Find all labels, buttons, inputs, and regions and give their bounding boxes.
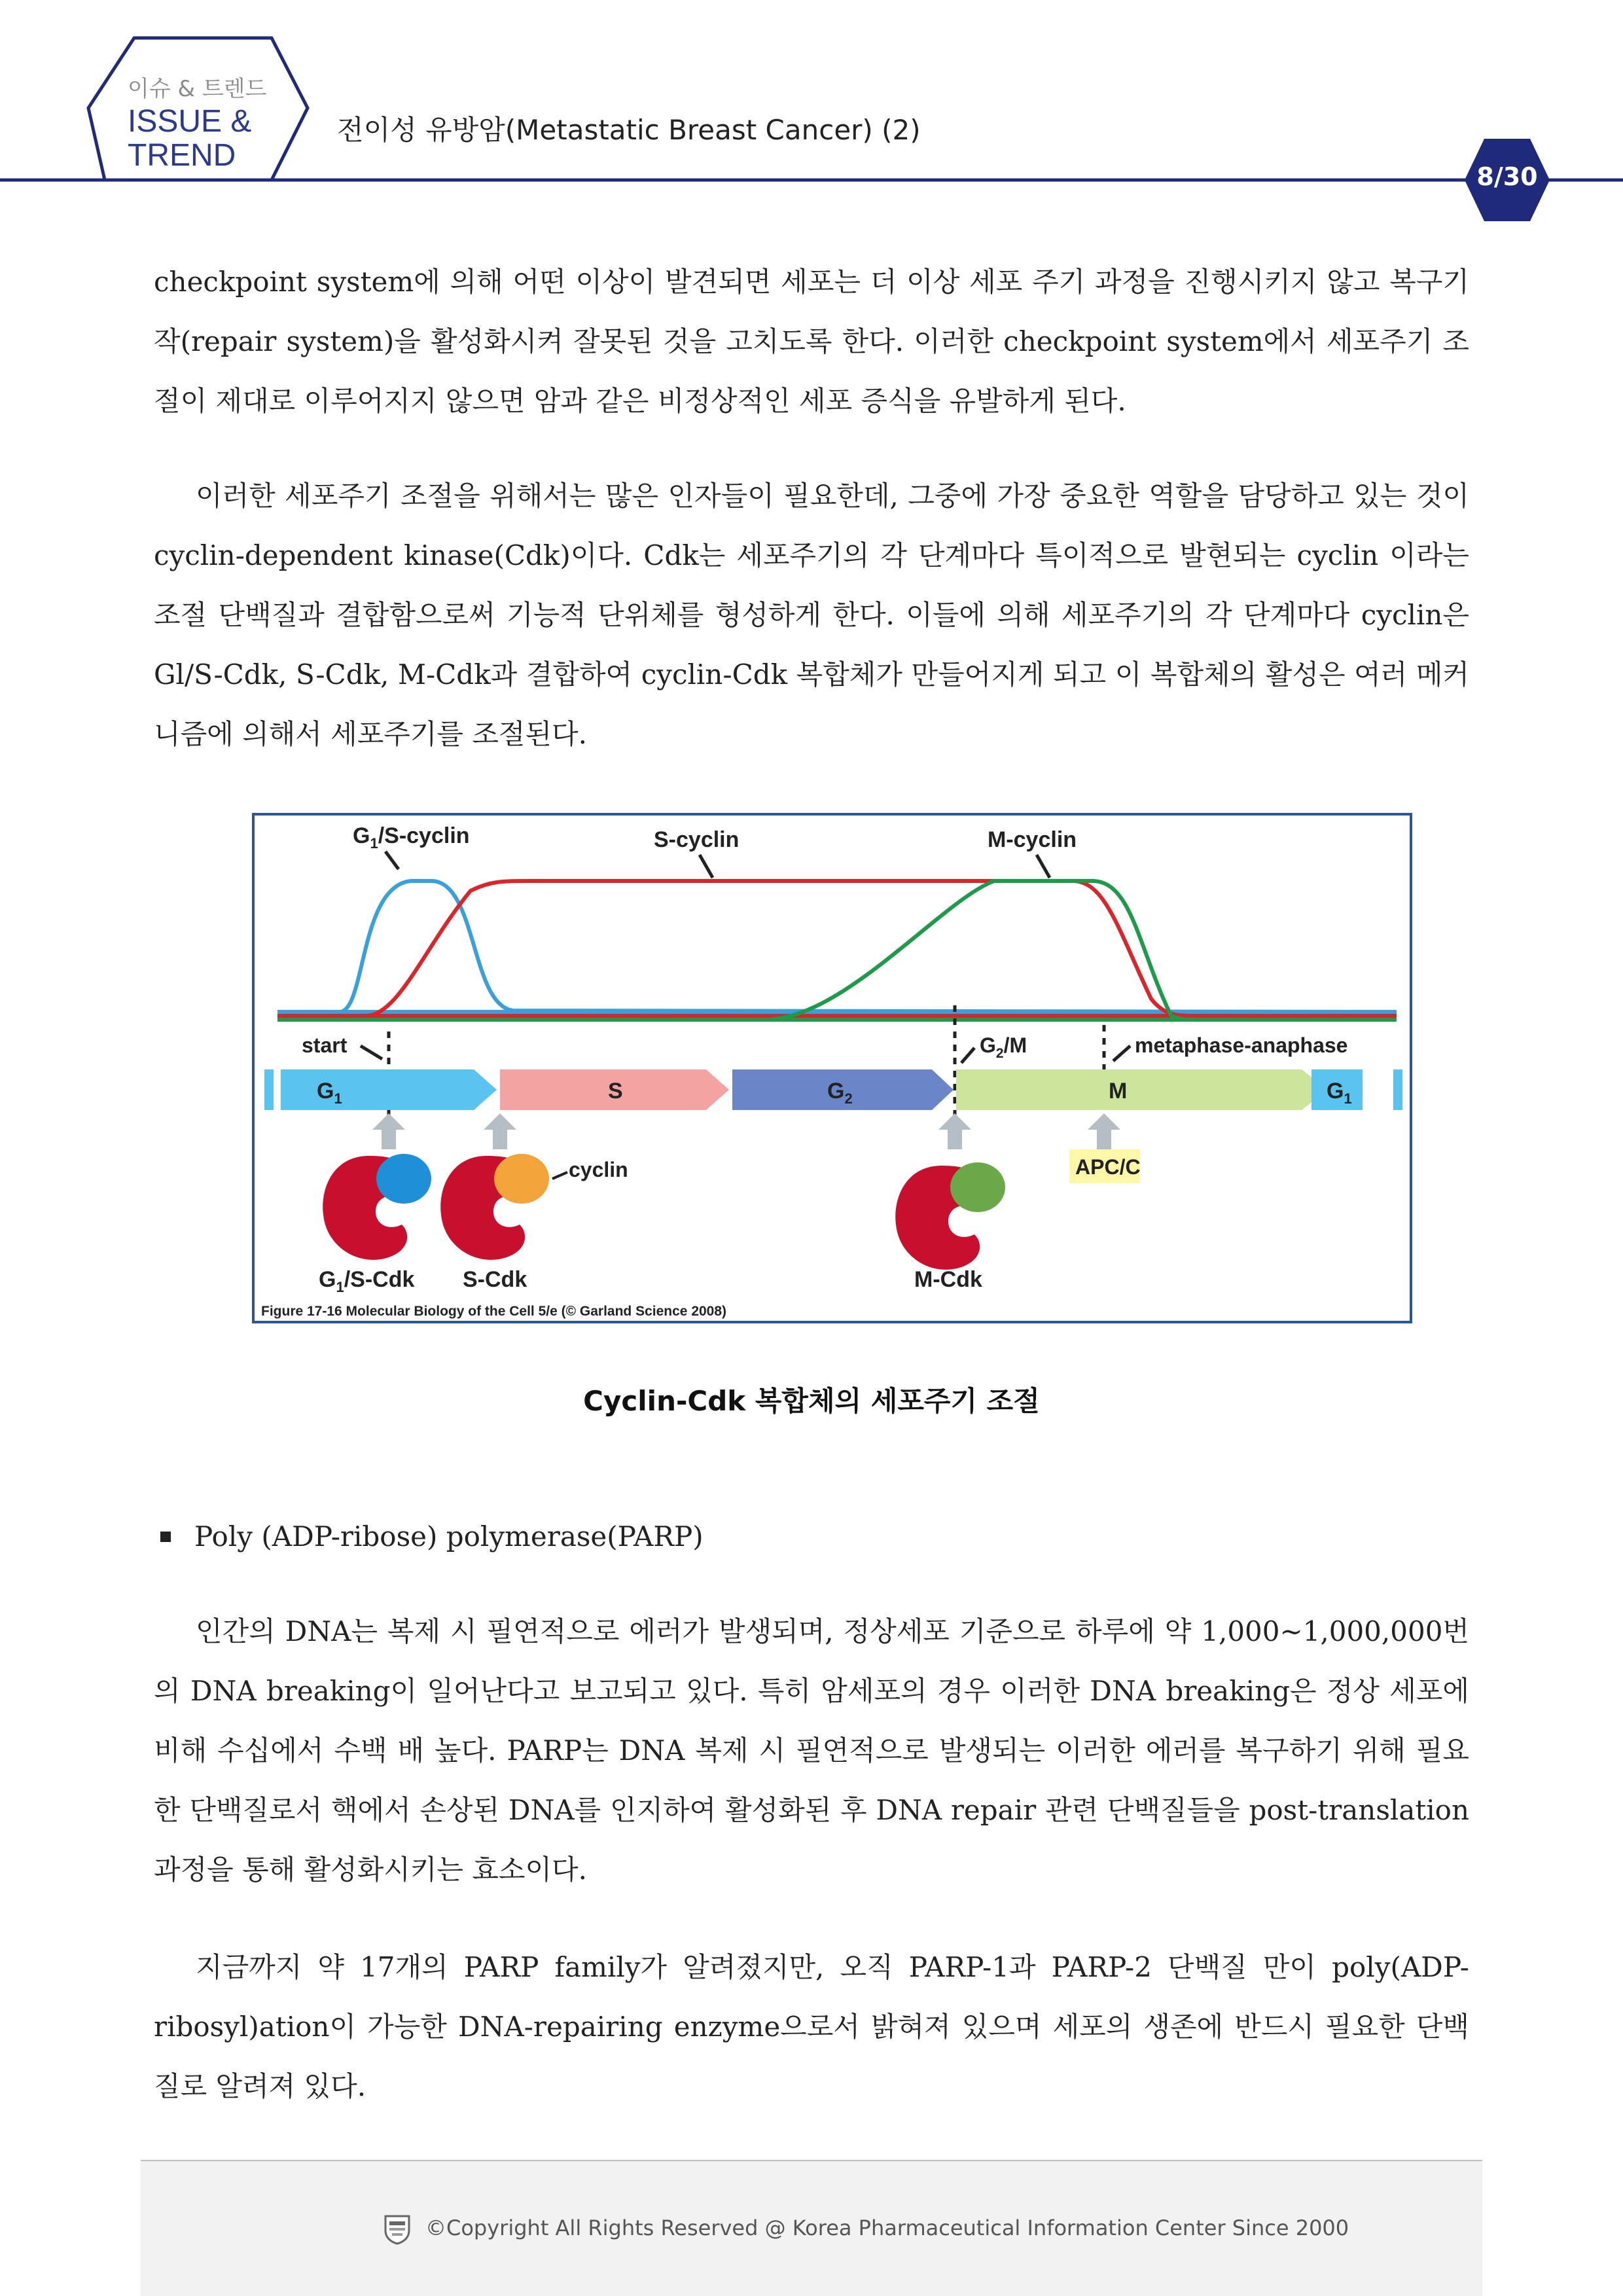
s-cdk-complex bbox=[440, 1154, 549, 1260]
label-g1s-cdk: $G_1/S$-Cdk bbox=[319, 1267, 415, 1295]
cyclin-label: cyclin bbox=[569, 1158, 628, 1181]
paragraph-parp-family: 지금까지 약 17개의 PARP family가 알려졌지만, 오직 PARP-1과 PARP-2 단백질 만이 poly(ADP-ribosyl)ation이 가능한 DNA-repairing enzyme으로서 밝혀져 있으며 세포의 생존에 반드시 필요한 단백질로 알려져 있다. bbox=[154, 1951, 1469, 2102]
paragraph-cdk: 이러한 세포주기 조절을 위해서는 많은 인자들이 필요한데, 그중에 가장 중요한 역할을 담당하고 있는 것이 cyclin-dependent kinase(Cdk)이다. Cdk는 세포주기의 각 단계마다 특이적으로 발현되는 cyclin 이라는 조절 단백질과 결합함으로써 기능적 단위체를 형성하게 한다. 이들에 의해 세포주기의 각 단계마다 cyclin은 Gl/S-Cdk, S-Cdk, M-Cdk과 결합하여 cyclin-Cdk 복합체가 만들어지게 되고 이 복합체의 활성은 여러 메커니즘에 의해서 세포주기를 조절된다. bbox=[154, 480, 1469, 750]
label-g1s-cyclin: $G_1/S$-cyclin bbox=[353, 823, 470, 852]
m-cyclin-curve bbox=[277, 881, 1397, 1020]
label-s-cyclin: S-cyclin bbox=[654, 827, 740, 852]
section-heading-text: Poly (ADP-ribose) polymerase(PARP) bbox=[194, 1520, 704, 1552]
issue-tag-korean: 이슈 & 트렌드 bbox=[128, 76, 267, 102]
m-cdk-complex bbox=[895, 1162, 1005, 1270]
figure-caption: Cyclin-Cdk 복합체의 세포주기 조절 bbox=[583, 1385, 1040, 1417]
issue-tag-line2: TREND bbox=[128, 138, 236, 173]
bullet-square-icon bbox=[160, 1532, 171, 1542]
issue-tag-line1: ISSUE & bbox=[128, 104, 252, 139]
checkpoint-start: start bbox=[302, 1033, 348, 1057]
phase-m-label: M bbox=[1109, 1079, 1128, 1103]
issue-tag-english bbox=[128, 105, 285, 173]
kpic-logo-icon bbox=[383, 2214, 412, 2245]
label-s-cdk: S-Cdk bbox=[463, 1267, 527, 1292]
phase-arrow-g1 bbox=[281, 1069, 497, 1110]
article-title: 전이성 유방암(Metastatic Breast Cancer) (2) bbox=[337, 114, 921, 146]
paragraph-checkpoint: checkpoint system에 의해 어떤 이상이 발견되면 세포는 더 이상 세포 주기 과정을 진행시키지 않고 복구기작(repair system)을 활성화시켜 잘못된 것을 고치도록 한다. 이러한 checkpoint system에서 세포주기 조절이 제대로 이루어지지 않으면 암과 같은 비정상적인 세포 증식을 유발하게 된다. bbox=[154, 266, 1469, 417]
section-heading-parp bbox=[160, 1517, 704, 1556]
phase-g2-label: $G_2$ bbox=[827, 1079, 853, 1107]
cell-cycle-diagram bbox=[255, 816, 1415, 1326]
g1s-cyclin-curve bbox=[277, 881, 1397, 1012]
page-header bbox=[0, 0, 1623, 236]
g1s-cdk-complex bbox=[323, 1154, 431, 1260]
phase-s-label: S bbox=[608, 1079, 623, 1103]
paragraph-dna-breaking: 인간의 DNA는 복제 시 필연적으로 에러가 발생되며, 정상세포 기준으로 하루에 약 1,000~1,000,000번의 DNA breaking이 일어난다고 보고되고 있다. 특히 암세포의 경우 이러한 DNA breaking은 정상 세포에 비해 수십에서 수백 배 높다. PARP는 DNA 복제 시 필연적으로 발생되는 이러한 에러를 복구하기 위해 필요한 단백질로서 핵에서 손상된 DNA를 인지하여 활성화된 후 DNA repair 관련 단백질들을 post-translation 과정을 통해 활성화시키는 효소이다. bbox=[154, 1615, 1469, 1886]
page-number: 8/30 bbox=[1476, 162, 1538, 191]
checkpoint-metaphase-anaphase: metaphase-anaphase bbox=[1135, 1033, 1348, 1057]
phase-g1-end-label: $G_1$ bbox=[1327, 1079, 1352, 1107]
apc-c-label: APC/C bbox=[1075, 1155, 1141, 1179]
figure-credit: Figure 17-16 Molecular Biology of the Cell 5/e (© Garland Science 2008) bbox=[261, 1304, 727, 1319]
cell-cycle-figure bbox=[252, 813, 1412, 1323]
phase-arrow-m bbox=[956, 1069, 1328, 1110]
activation-arrows bbox=[372, 1113, 1120, 1149]
copyright-notice: ©Copyright All Rights Reserved @ Korea Pharmaceutical Information Center Since 2000 bbox=[425, 2215, 1349, 2240]
checkpoint-g2m: $G_2/M$ bbox=[980, 1033, 1027, 1061]
label-m-cyclin: M-cyclin bbox=[988, 827, 1077, 852]
phase-g1-label: $G_1$ bbox=[317, 1079, 342, 1107]
label-m-cdk: M-Cdk bbox=[914, 1267, 982, 1292]
